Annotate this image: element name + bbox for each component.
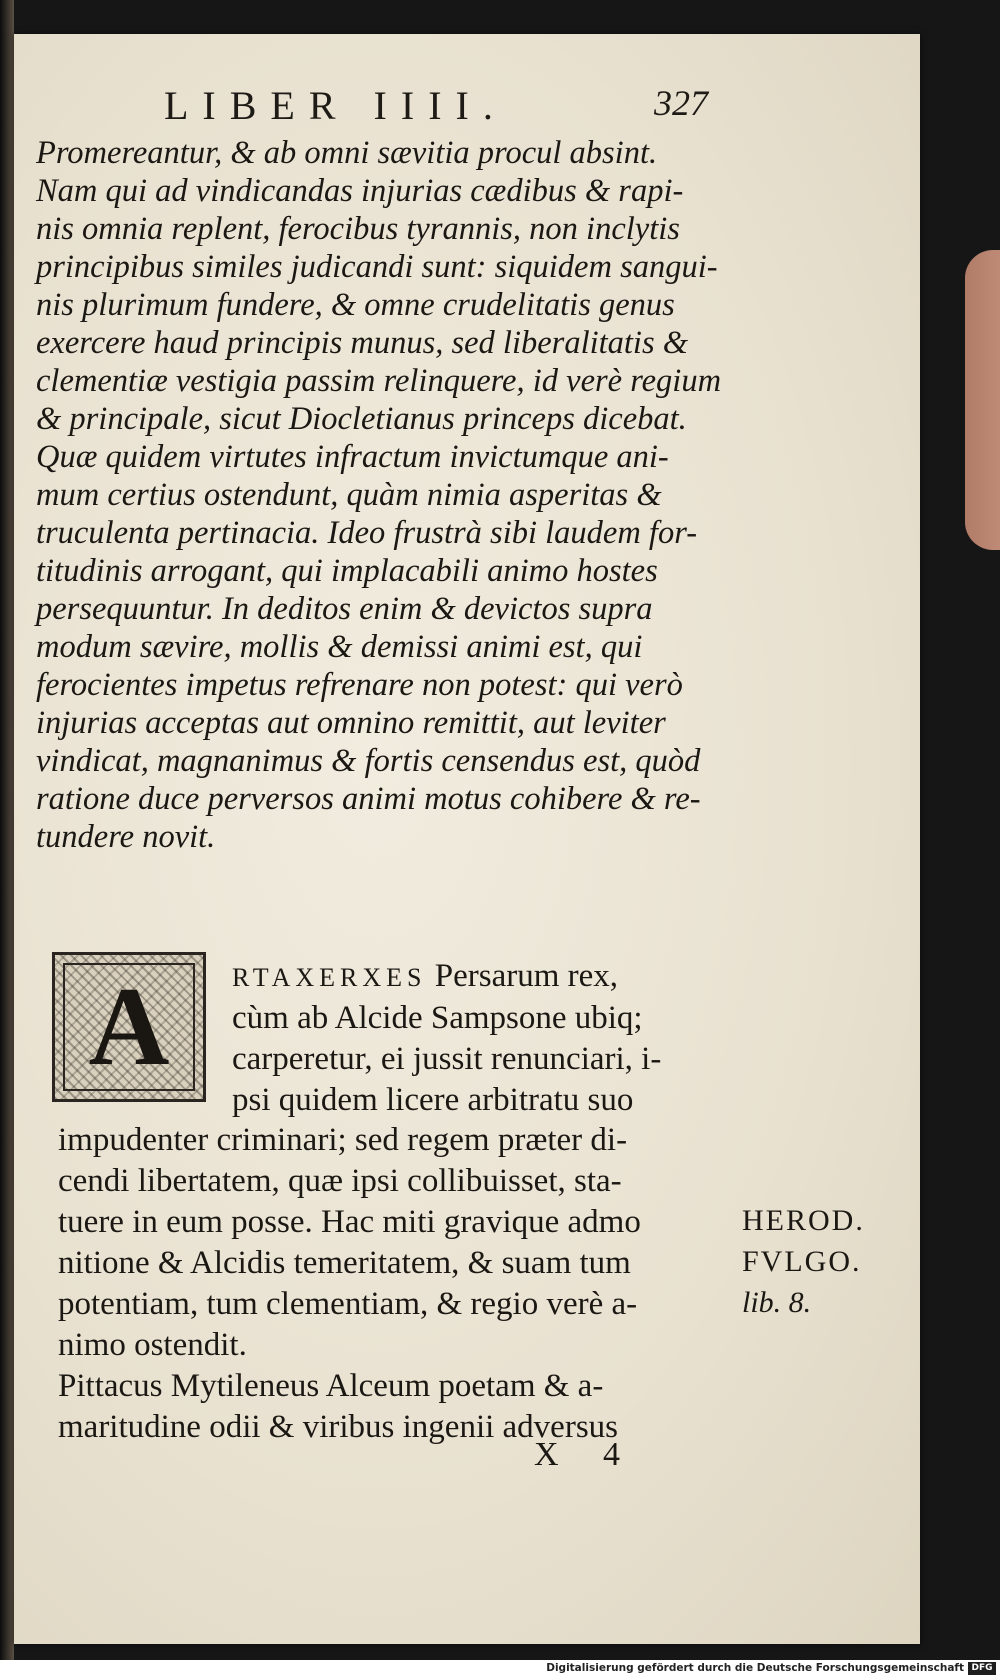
marginal-line: HEROD. [742,1204,865,1237]
text-line: maritudine odii & viribus ingenii adversus [58,1409,619,1445]
text-line: psi quidem licere arbitratu suo [232,1082,634,1118]
initial-letter: A [88,965,170,1089]
page-number: 327 [654,83,708,123]
book-page [14,34,920,1644]
text-line: modum sævire, mollis & demissi animi est, qui [36,629,643,665]
decorated-initial [52,952,206,1102]
text-line: tundere novit. [36,819,216,855]
text-line: Nam qui ad vindicandas injurias cædibus & rapi- [36,173,684,209]
text-line: cendi libertatem, quæ ipsi collibuisset, sta- [58,1163,622,1199]
text-line: & principale, sicut Diocletianus princeps dicebat. [36,401,687,437]
text-line: cùm ab Alcide Sampsone ubiq; [232,1000,643,1036]
roman-paragraph-body [58,1120,748,1448]
text-line: Pittacus Mytileneus Alceum poetam & a- [58,1368,604,1404]
text-line: exercere haud principis munus, sed liberalitatis & [36,325,689,361]
text-line [232,956,752,998]
text-line: potentiam, tum clementiam, & regio verè a- [58,1286,638,1322]
text-line: titudinis arrogant, qui implacabili animo hostes [36,553,658,589]
text-line: clementiæ vestigia passim relinquere, id verè regium [36,363,722,399]
text-line: injurias acceptas aut omnino remittit, aut leviter [36,705,666,741]
text-line: truculenta pertinacia. Ideo frustrà sibi laudem for- [36,515,698,551]
text-line: Quæ quidem virtutes infractum invictumque ani- [36,439,669,475]
text-line: principibus similes judicandi sunt: siquidem sangui- [36,249,718,285]
text-line: impudenter criminari; sed regem præter di- [58,1122,628,1158]
marginal-line: lib. 8. [742,1286,812,1319]
text-line: nitione & Alcidis temeritatem, & suam tum [58,1245,631,1281]
text-line: vindicat, magnanimus & fortis censendus est, quòd [36,743,701,779]
digitization-credit: Digitalisierung gefördert durch die Deutsche Forschungsgemeinschaft [546,1662,964,1674]
text-line-rest: Persarum rex, [434,958,619,994]
text-line: tuere in eum posse. Hac miti gravique admo [58,1204,641,1240]
roman-paragraph-opening [232,956,752,1121]
book-spine-shadow [0,0,14,1660]
text-line: persequuntur. In deditos enim & devictos supra [36,591,653,627]
text-line: mum certius ostendunt, quàm nimia asperitas & [36,477,662,513]
text-line: ratione duce perversos animi motus cohibere & re- [36,781,701,817]
italic-paragraph [36,134,736,856]
text-line: nis omnia replent, ferocibus tyrannis, non inclytis [36,211,680,247]
initial-frame [63,963,195,1091]
signature-mark: X 4 [534,1436,639,1473]
text-line: carperetur, ei jussit renunciari, i- [232,1041,662,1077]
marginal-note [742,1200,865,1323]
text-line: nis plurimum fundere, & omne crudelitatis genus [36,287,675,323]
text-line: ferocientes impetus refrenare non potest: qui verò [36,667,683,703]
running-title: LIBER IIII. [164,83,507,128]
holding-finger [965,250,1000,550]
first-word-smallcaps: RTAXERXES [232,963,427,992]
dfg-logo: DFG [968,1662,996,1675]
text-line: Promereantur, & ab omni sævitia procul absint. [36,135,658,171]
marginal-line: FVLGO. [742,1245,862,1278]
text-line: nimo ostendit. [58,1327,247,1363]
page-header [14,82,920,132]
